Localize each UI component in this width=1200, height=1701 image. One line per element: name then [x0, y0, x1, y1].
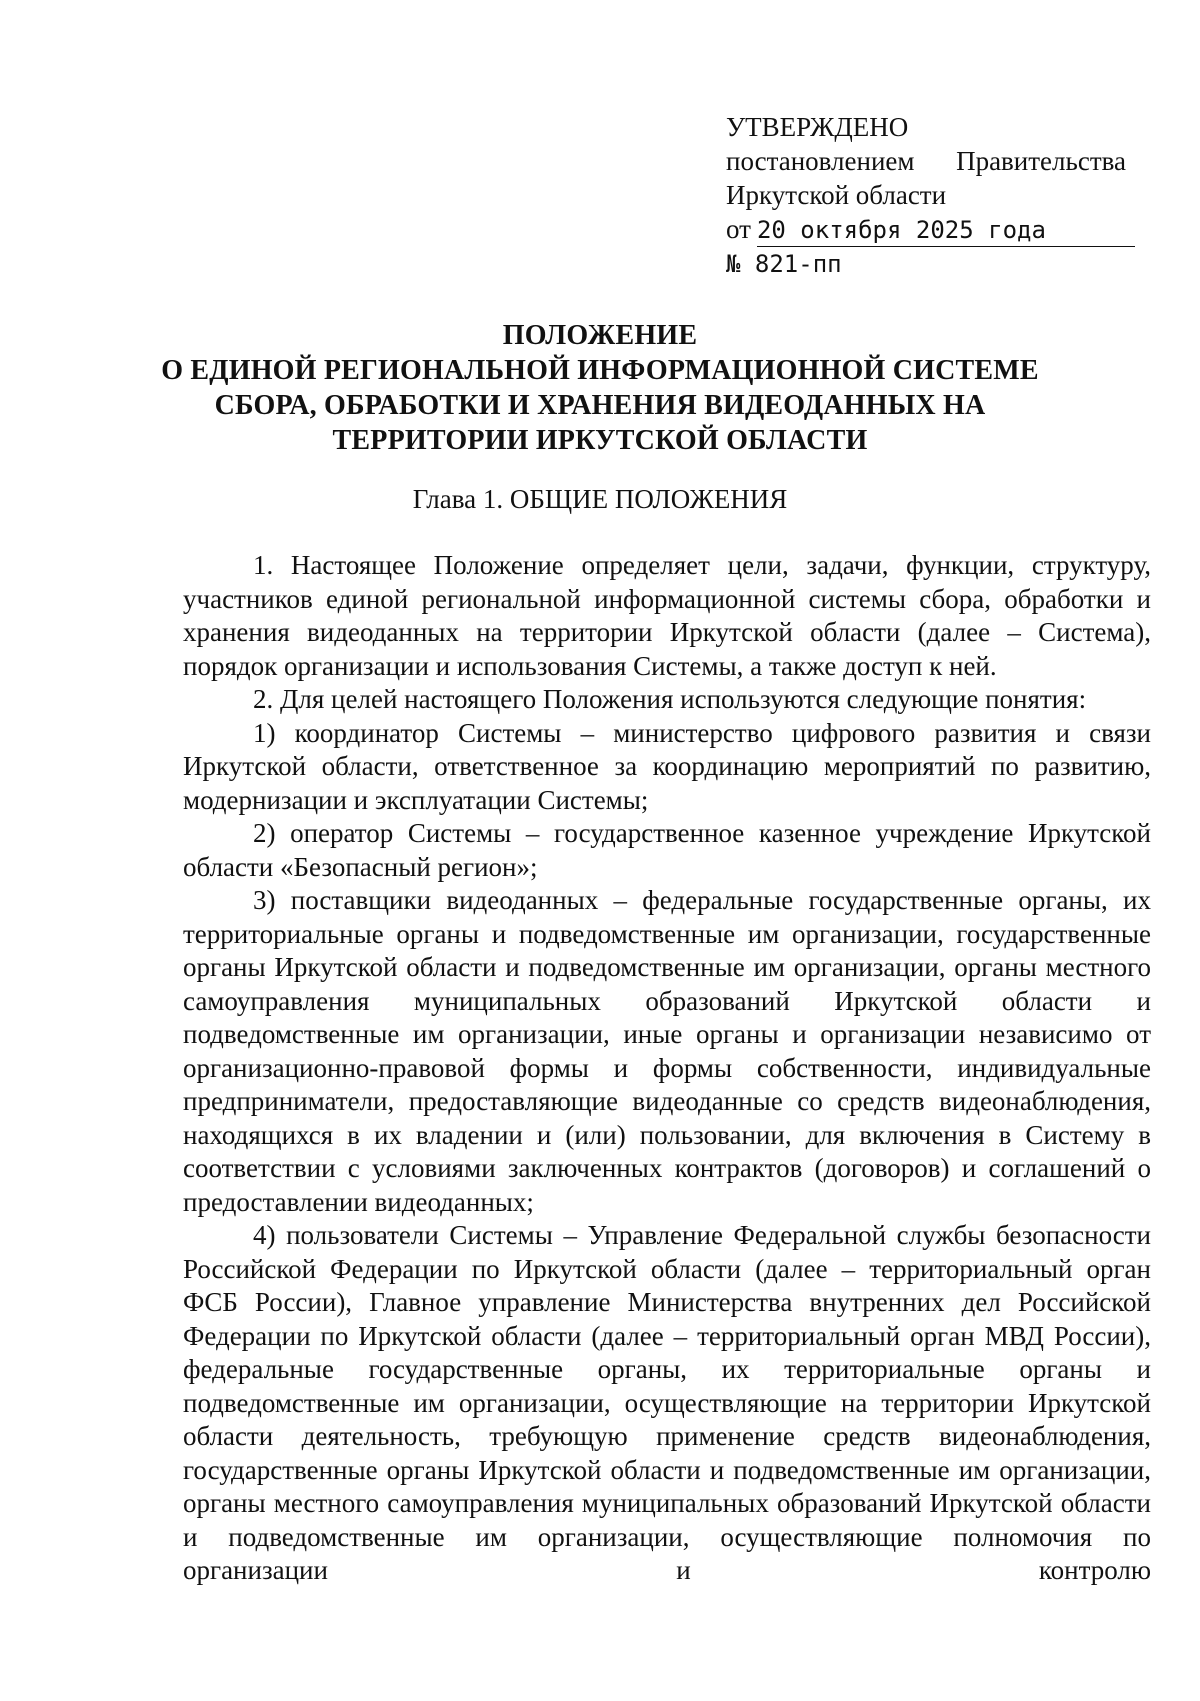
definition-suppliers: 3) поставщики видеоданных – федеральные государственные органы, их территориальные органы и подведомственные им организации, государственные органы Иркутской области и подведомственные им организации, органы местного самоуправления муниципальных образований Иркутской области и подведомственные им организации, иные органы и организации независимо от организационно-правовой формы и формы собственности, индивидуальные предприниматели, предоставляющие видеоданные со средств видеонаблюдения, находящихся в их владении и (или) пользовании, для включения в Систему в соответствии с условиями заключенных контрактов (договоров) и соглашений о предоставлении видеоданных; [183, 885, 1151, 1217]
title-line-3: СБОРА, ОБРАБОТКИ И ХРАНЕНИЯ ВИДЕОДАННЫХ НА [214, 390, 986, 421]
approval-date-prefix: от [726, 214, 751, 244]
title-line-2: О ЕДИНОЙ РЕГИОНАЛЬНОЙ ИНФОРМАЦИОННОЙ СИСТЕМЕ [161, 355, 1039, 386]
definition-operator: 2) оператор Системы – государственное казенное учреждение Иркутской области «Безопасный регион»; [183, 818, 1151, 882]
document-body [183, 549, 1151, 1588]
paragraph-1: 1. Настоящее Положение определяет цели, задачи, функции, структуру, участников единой региональной информационной системы сбора, обработки и хранения видеоданных на территории Иркутской области (далее – Система), порядок организации и использования Системы, а также доступ к ней. [183, 550, 1151, 681]
title-line-4: ТЕРРИТОРИИ ИРКУТСКОЙ ОБЛАСТИ [332, 425, 868, 456]
definition-users: 4) пользователи Системы – Управление Федеральной службы безопасности Российской Федерации по Иркутской области (далее – территориальный орган ФСБ России), Главное управление Министерства внутренних дел Российской Федерации по Иркутской области (далее – территориальный орган МВД России), федеральные государственные органы, их территориальные органы и подведомственные им организации, осуществляющие на территории Иркутской области деятельность, требующую применение средств видеонаблюдения, государственные органы Иркутской области и подведомственные им организации, органы местного самоуправления муниципальных образований Иркутской области и подведомственные им организации, осуществляющие полномочия по организации и контролю [183, 1220, 1151, 1585]
title-line-1: ПОЛОЖЕНИЕ [502, 320, 698, 351]
approval-resolution-word: постановлением [726, 146, 915, 176]
chapter-heading: Глава 1. ОБЩИЕ ПОЛОЖЕНИЯ [412, 484, 788, 514]
approval-region: Иркутской области [726, 180, 947, 210]
approval-date: 20 октября 2025 года [757, 215, 1135, 247]
approval-stamp [726, 110, 1126, 281]
approval-date-line [726, 212, 1126, 247]
approval-authority-line [726, 144, 1126, 178]
paragraph-2: 2. Для целей настоящего Положения используются следующие понятия: [253, 684, 1087, 714]
definition-coordinator: 1) координатор Системы – министерство цифрового развития и связи Иркутской области, ответственное за координацию мероприятий по развитию, модернизации и эксплуатации Системы; [183, 717, 1151, 815]
document-title [0, 318, 1200, 458]
approval-heading: УТВЕРЖДЕНО [726, 112, 909, 142]
approval-number: № 821-пп [726, 250, 842, 278]
approval-government-word: Правительства [956, 146, 1126, 176]
